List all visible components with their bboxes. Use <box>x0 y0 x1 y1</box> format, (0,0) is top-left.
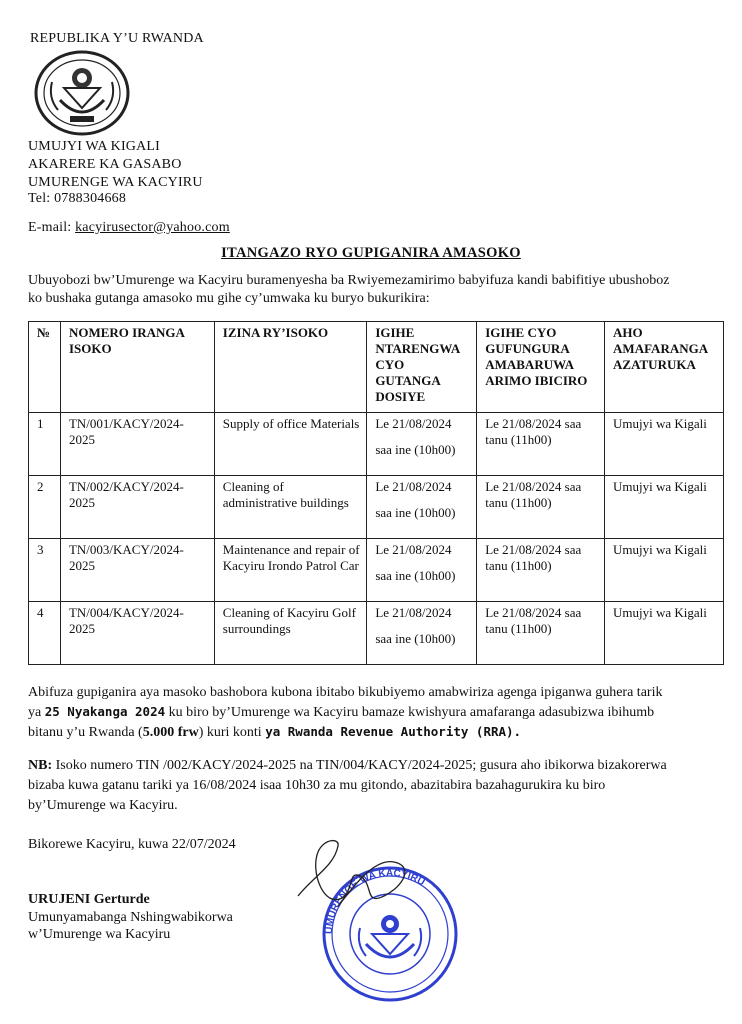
deadline-date: Le 21/08/2024 <box>375 416 452 431</box>
cell-opening: Le 21/08/2024 saa tanu (11h00) <box>477 413 605 476</box>
intro-paragraph <box>28 272 742 308</box>
cell-source: Umujyi wa Kigali <box>605 602 724 665</box>
cell-ref: TN/001/KACY/2024-2025 <box>60 413 214 476</box>
deadline-time: saa ine (10h00) <box>375 631 456 646</box>
telephone: Tel: 0788304668 <box>28 191 127 206</box>
cell-ref: TN/004/KACY/2024-2025 <box>60 602 214 665</box>
table-row <box>29 413 724 476</box>
col-header-name: IZINA RY’ISOKO <box>214 322 367 413</box>
cell-name: Cleaning of Kacyiru Golf surroundings <box>214 602 367 665</box>
cell-ref: TN/002/KACY/2024-2025 <box>60 476 214 539</box>
cell-number: 3 <box>29 539 61 602</box>
official-stamp-icon <box>294 836 464 1012</box>
col-header-number: № <box>29 322 61 413</box>
table-header-row <box>29 322 724 413</box>
republic-heading: REPUBLIKA Y’U RWANDA <box>30 31 204 46</box>
paragraph-line: by’Umurenge wa Kacyiru. <box>28 798 178 813</box>
cell-ref: TN/003/KACY/2024-2025 <box>60 539 214 602</box>
coat-of-arms-icon <box>30 48 134 138</box>
paragraph-line: bitanu y’u Rwanda (5.000 frw) kuri konti ya Rwanda Revenue Authority (RRA). <box>28 724 522 740</box>
cell-source: Umujyi wa Kigali <box>605 539 724 602</box>
cell-name: Supply of office Materials <box>214 413 367 476</box>
bank-account: ya Rwanda Revenue Authority (RRA). <box>265 724 522 739</box>
org-line-district: AKARERE KA GASABO <box>28 157 182 172</box>
cell-deadline <box>367 476 477 539</box>
cell-number: 1 <box>29 413 61 476</box>
email-label: E-mail: <box>28 220 72 235</box>
cell-source: Umujyi wa Kigali <box>605 476 724 539</box>
paragraph-line: Abifuza gupiganira aya masoko bashobora kubona ibitabo bikubiyemo amabwiriza agenga ipiganwa guhera tarik <box>28 685 663 700</box>
cell-deadline <box>367 413 477 476</box>
cell-source: Umujyi wa Kigali <box>605 413 724 476</box>
deadline-date: Le 21/08/2024 <box>375 479 452 494</box>
org-line-city: UMUJYI WA KIGALI <box>28 139 161 154</box>
deadline-date: Le 21/08/2024 <box>375 542 452 557</box>
tenders-table <box>28 321 724 665</box>
paragraph-line: ya 25 Nyakanga 2024 ku biro by’Umurenge wa Kacyiru bamaze kwishyura amafaranga adasubizwa ibihumb <box>28 704 655 720</box>
document-title: ITANGAZO RYO GUPIGANIRA AMASOKO <box>221 245 521 261</box>
col-header-ref: NOMERO IRANGA ISOKO <box>60 322 214 413</box>
col-header-opening: IGIHE CYO GUFUNGURA AMABARUWA ARIMO IBICIRO <box>477 322 605 413</box>
nb-label: NB: <box>28 758 53 773</box>
signer-role-line: Umunyamabanga Nshingwabikorwa <box>28 910 233 925</box>
cell-deadline <box>367 602 477 665</box>
signer-role <box>28 909 233 943</box>
deadline-time: saa ine (10h00) <box>375 505 456 520</box>
intro-line: ko bushaka gutanga amasoko mu gihe cy’umwaka ku buryo bukurikira: <box>28 291 430 306</box>
email-link[interactable]: kacyirusector@yahoo.com <box>75 220 230 235</box>
paragraph-line: bizaba kuwa gatanu tariki ya 16/08/2024 isaa 10h30 za mu gitondo, abazitabira bazahagurukira ku biro <box>28 778 606 793</box>
col-header-deadline: IGIHE NTARENGWA CYO GUTANGA DOSIYE <box>367 322 477 413</box>
table-row <box>29 602 724 665</box>
purchase-paragraph <box>28 683 742 742</box>
signer-name: URUJENI Gerturde <box>28 892 150 907</box>
email-line <box>28 219 230 237</box>
table-row <box>29 539 724 602</box>
nb-paragraph <box>28 756 742 816</box>
intro-line: Ubuyobozi bw’Umurenge wa Kacyiru buramenyesha ba Rwiyemezamirimo babyifuza kandi babifitiye ubushoboz <box>28 273 670 288</box>
col-header-source: AHO AMAFARANGA AZATURUKA <box>605 322 724 413</box>
cell-opening: Le 21/08/2024 saa tanu (11h00) <box>477 476 605 539</box>
sale-start-date: 25 Nyakanga 2024 <box>44 704 166 719</box>
cell-opening: Le 21/08/2024 saa tanu (11h00) <box>477 539 605 602</box>
svg-text:UMURENGE WA KACYIRU <box>324 868 427 934</box>
deadline-time: saa ine (10h00) <box>375 442 456 457</box>
signer-role-line: w’Umurenge wa Kacyiru <box>28 927 171 942</box>
table-row <box>29 476 724 539</box>
fee-amount: 5.000 frw <box>142 725 199 740</box>
organization-block <box>28 138 203 192</box>
cell-deadline <box>367 539 477 602</box>
deadline-time: saa ine (10h00) <box>375 568 456 583</box>
org-line-sector: UMURENGE WA KACYIRU <box>28 175 203 190</box>
cell-name: Maintenance and repair of Kacyiru Irondo Patrol Car <box>214 539 367 602</box>
cell-opening: Le 21/08/2024 saa tanu (11h00) <box>477 602 605 665</box>
cell-name: Cleaning of administrative buildings <box>214 476 367 539</box>
stamp-text: UMURENGE WA KACYIRU <box>323 867 427 935</box>
deadline-date: Le 21/08/2024 <box>375 605 452 620</box>
done-at-date: Bikorewe Kacyiru, kuwa 22/07/2024 <box>28 837 236 852</box>
cell-number: 2 <box>29 476 61 539</box>
paragraph-line: NB: Isoko numero TIN /002/KACY/2024-2025 na TIN/004/KACY/2024-2025; gusura aho ibikorwa bizakorerwa <box>28 758 667 773</box>
cell-number: 4 <box>29 602 61 665</box>
